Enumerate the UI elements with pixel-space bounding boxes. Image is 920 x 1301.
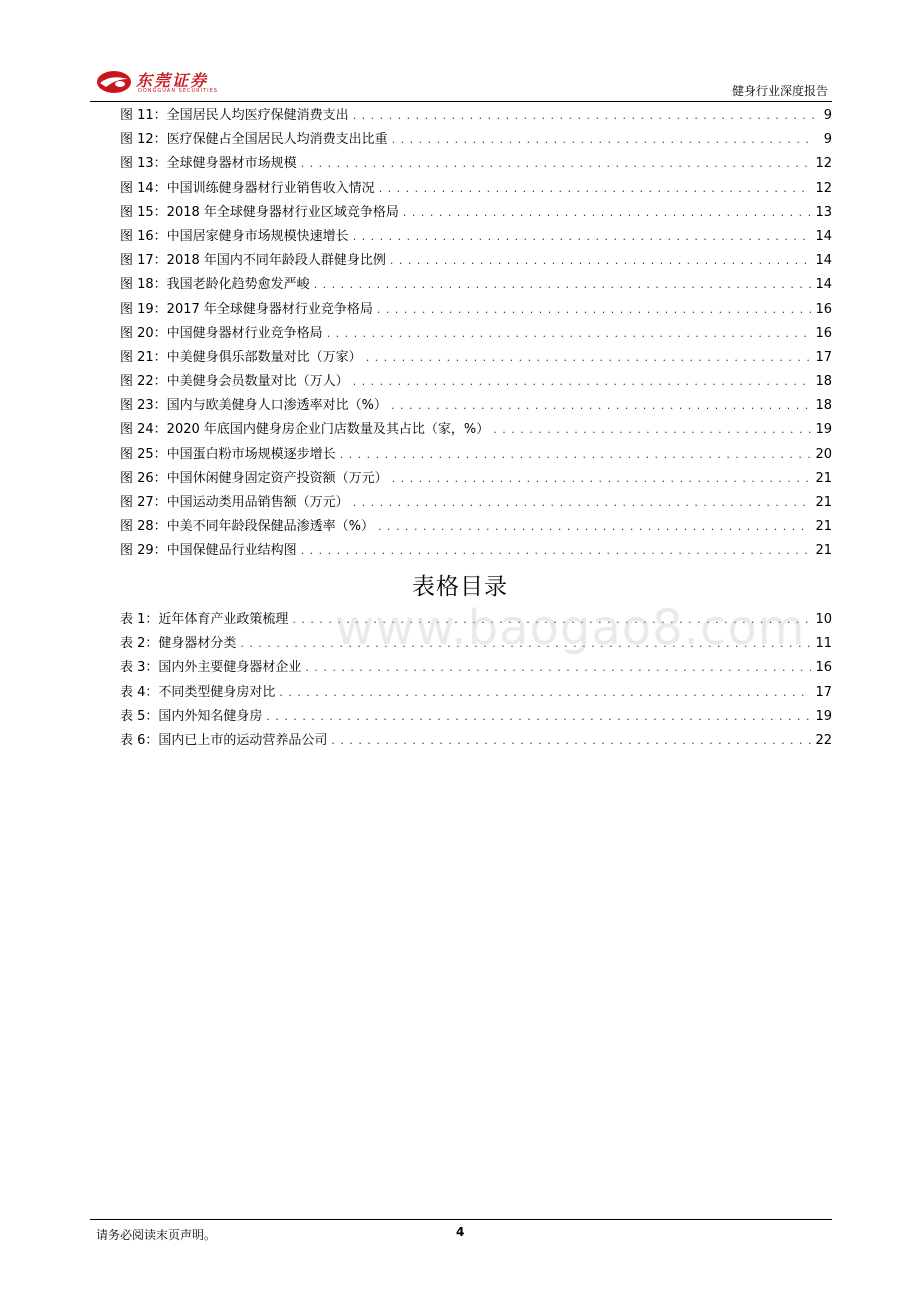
toc-entry-label: 图 13：全球健身器材市场规模 — [120, 156, 297, 172]
figure-entry[interactable] — [120, 249, 832, 273]
footer-divider — [90, 1219, 832, 1220]
table-entry[interactable] — [120, 681, 832, 705]
watermark: www.baogao8.com — [335, 600, 806, 656]
toc-entry-label: 图 28：中美不同年龄段保健品渗透率（%） — [120, 519, 375, 535]
logo-english-name: DONGGUAN SECURITIES — [138, 88, 218, 94]
toc-entry-page: 14 — [815, 253, 832, 269]
figure-entry[interactable] — [120, 467, 832, 491]
toc-entry-page: 19 — [815, 708, 832, 724]
toc-entry-label: 图 29：中国保健品行业结构图 — [120, 543, 297, 559]
dot-leader — [340, 443, 812, 467]
table-entry[interactable] — [120, 632, 832, 656]
toc-entry-label: 表 6：国内已上市的运动营养品公司 — [120, 732, 328, 748]
figure-entry[interactable] — [120, 152, 832, 176]
figure-entry[interactable] — [120, 394, 832, 418]
toc-entry-label: 图 26：中国休闲健身固定资产投资额（万元） — [120, 470, 388, 486]
figure-entry[interactable] — [120, 298, 832, 322]
dot-leader — [279, 681, 811, 705]
figure-entry[interactable] — [120, 370, 832, 394]
figure-entry[interactable] — [120, 346, 832, 370]
figure-entry[interactable] — [120, 273, 832, 297]
dot-leader — [493, 418, 811, 442]
toc-entry-page: 14 — [815, 277, 832, 293]
dot-leader — [301, 539, 812, 563]
figure-entry[interactable] — [120, 418, 832, 442]
footer-disclaimer: 请务必阅读末页声明。 — [96, 1228, 217, 1242]
toc-entry-page: 21 — [815, 470, 832, 486]
toc-entry-page: 10 — [815, 612, 832, 627]
page-number: 4 — [456, 1225, 465, 1239]
toc-entry-label: 图 12：医疗保健占全国居民人均消费支出比重 — [120, 132, 388, 148]
toc-entry-page: 22 — [815, 732, 832, 748]
toc-entry-label: 图 11：全国居民人均医疗保健消费支出 — [120, 108, 349, 123]
figure-entry[interactable] — [120, 539, 832, 563]
toc-entry-page: 9 — [823, 132, 832, 148]
toc-entry-page: 17 — [815, 684, 832, 700]
toc-entry-page: 13 — [815, 204, 832, 220]
toc-entry-page: 12 — [815, 156, 832, 172]
dot-leader — [353, 104, 814, 128]
toc-entry-label: 图 21：中美健身俱乐部数量对比（万家） — [120, 349, 362, 365]
table-entry[interactable] — [120, 729, 832, 753]
dot-leader — [301, 152, 812, 176]
logo-mark-icon — [96, 70, 132, 94]
dot-leader — [353, 225, 812, 249]
toc-entry-label: 图 24：2020 年底国内健身房企业门店数量及其占比（家，%） — [120, 422, 490, 438]
toc-entry-page: 18 — [815, 374, 832, 390]
toc-entry-label: 图 27：中国运动类用品销售额（万元） — [120, 495, 349, 510]
toc-entry-page: 18 — [815, 398, 832, 414]
toc-entry-label: 图 14：中国训练健身器材行业销售收入情况 — [120, 180, 375, 196]
toc-entry-label: 图 19：2017 年全球健身器材行业竞争格局 — [120, 301, 373, 317]
figure-entry[interactable] — [120, 177, 832, 201]
figure-entry[interactable] — [120, 201, 832, 225]
figure-list — [120, 104, 832, 564]
toc-entry-page: 20 — [815, 446, 832, 462]
page-header — [90, 64, 832, 102]
toc-entry-page: 14 — [815, 228, 832, 244]
dot-leader — [353, 370, 812, 394]
toc-entry-label: 表 4：不同类型健身房对比 — [120, 684, 276, 700]
toc-entry-label: 图 18：我国老龄化趋势愈发严峻 — [120, 277, 310, 293]
toc-entry-label: 图 17：2018 年国内不同年龄段人群健身比例 — [120, 253, 386, 269]
toc-entry-page: 16 — [815, 325, 832, 341]
tables-section-title: 表格目录 — [412, 574, 508, 600]
dot-leader — [391, 394, 811, 418]
toc-entry-page: 11 — [815, 636, 832, 652]
toc-entry-label: 图 22：中美健身会员数量对比（万人） — [120, 374, 349, 390]
dot-leader — [353, 491, 812, 515]
toc-entry-label: 图 15：2018 年全球健身器材行业区域竞争格局 — [120, 204, 399, 220]
dot-leader — [366, 346, 812, 370]
dot-leader — [266, 705, 811, 729]
toc-entry-label: 表 3：国内外主要健身器材企业 — [120, 660, 302, 676]
dot-leader — [331, 729, 811, 753]
figure-entry[interactable] — [120, 515, 832, 539]
table-list — [120, 608, 832, 753]
dot-leader — [314, 273, 812, 297]
toc-entry-label: 图 16：中国居家健身市场规模快速增长 — [120, 228, 349, 244]
figure-entry[interactable] — [120, 443, 832, 467]
dot-leader — [390, 249, 812, 273]
toc-entry-label: 图 20：中国健身器材行业竞争格局 — [120, 325, 323, 341]
figure-entry[interactable] — [120, 128, 832, 152]
logo-chinese-name: 东莞证券 — [136, 71, 209, 90]
dot-leader — [240, 632, 811, 656]
dot-leader — [392, 467, 812, 491]
dot-leader — [292, 608, 811, 632]
toc-entry-page: 16 — [815, 301, 832, 317]
toc-entry-page: 21 — [815, 519, 832, 535]
report-title: 健身行业深度报告 — [731, 84, 828, 98]
figure-entry[interactable] — [120, 104, 832, 128]
toc-entry-label: 图 25：中国蛋白粉市场规模逐步增长 — [120, 446, 336, 462]
company-logo — [96, 68, 256, 98]
toc-entry-label: 表 1：近年体育产业政策梳理 — [120, 612, 289, 627]
toc-entry-page: 19 — [815, 422, 832, 438]
figure-entry[interactable] — [120, 225, 832, 249]
dot-leader — [379, 177, 812, 201]
figure-entry[interactable] — [120, 491, 832, 515]
dot-leader — [305, 656, 811, 680]
toc-entry-label: 表 5：国内外知名健身房 — [120, 708, 263, 724]
table-entry[interactable] — [120, 608, 832, 632]
dot-leader — [377, 298, 812, 322]
dot-leader — [403, 201, 812, 225]
toc-entry-page: 21 — [815, 543, 832, 559]
figure-entry[interactable] — [120, 322, 832, 346]
toc-entry-page: 17 — [815, 349, 832, 365]
table-entry[interactable] — [120, 656, 832, 680]
toc-entry-label: 表 2：健身器材分类 — [120, 636, 237, 652]
toc-entry-page: 9 — [823, 108, 832, 123]
table-entry[interactable] — [120, 705, 832, 729]
dot-leader — [378, 515, 811, 539]
dot-leader — [392, 128, 814, 152]
header-divider — [90, 101, 832, 102]
dot-leader — [327, 322, 812, 346]
toc-entry-page: 21 — [815, 495, 832, 510]
toc-entry-label: 图 23：国内与欧美健身人口渗透率对比（%） — [120, 398, 388, 414]
toc-entry-page: 16 — [815, 660, 832, 676]
toc-entry-page: 12 — [815, 180, 832, 196]
